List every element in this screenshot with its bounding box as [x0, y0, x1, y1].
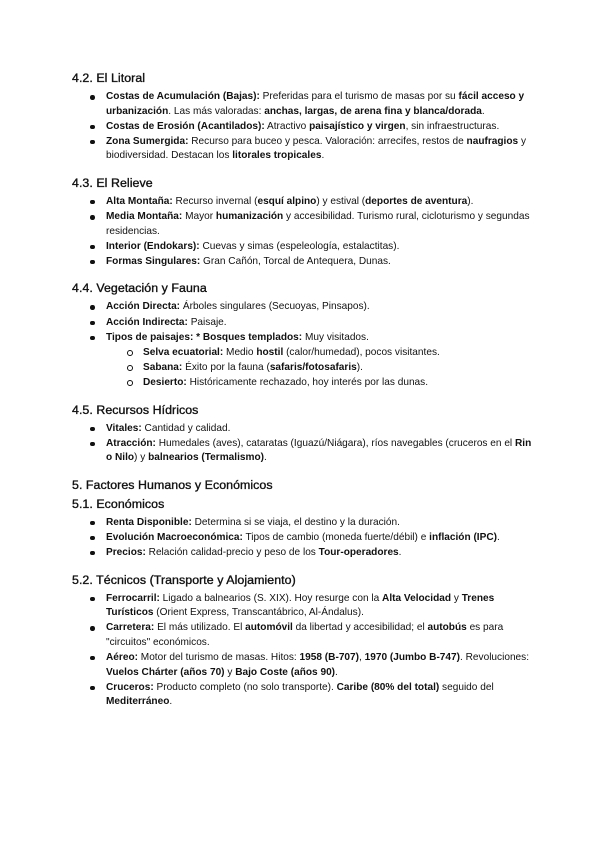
list-item: Tipos de paisajes: * Bosques templados: Muy visitados. — [72, 331, 534, 346]
list-item: Atracción: Humedales (aves), cataratas (Iguazú/Niágara), ríos navegables (cruceros en el Rin o Nilo) y balnearios (Termalismo). — [72, 437, 534, 466]
list-item: Alta Montaña: Recurso invernal (esquí alpino) y estival (deportes de aventura). — [72, 195, 534, 210]
section-title-tecnicos: 5.2. Técnicos (Transporte y Alojamiento) — [72, 572, 296, 587]
section-title-factores: 5. Factores Humanos y Económicos — [72, 477, 273, 492]
section-title-relieve: 4.3. El Relieve — [72, 175, 153, 190]
list-item: Ferrocarril: Ligado a balnearios (S. XIX). Hoy resurge con la Alta Velocidad y Trenes Turísticos (Orient Express, Transcantábrico, Al-Ándalus). — [72, 592, 534, 621]
hidricos-list — [72, 422, 534, 466]
document-page — [72, 71, 534, 710]
list-item: Formas Singulares: Gran Cañón, Torcal de Antequera, Dunas. — [72, 255, 534, 270]
sub-list-item: Sabana: Éxito por la fauna (safaris/fotosafaris). — [72, 361, 534, 376]
list-item: Costas de Acumulación (Bajas): Preferidas para el turismo de masas por su fácil acceso y urbanización. Las más valoradas: anchas, largas, de arena fina y blanca/dorada. — [72, 90, 534, 119]
section-title-economicos: 5.1. Económicos — [72, 496, 165, 511]
vegetacion-list — [72, 300, 534, 390]
relieve-list — [72, 195, 534, 269]
list-item: Carretera: El más utilizado. El automóvil da libertad y accesibilidad; el autobús es para "circuitos" económicos. — [72, 621, 534, 650]
sub-list-item: Desierto: Históricamente rechazado, hoy interés por las dunas. — [72, 376, 534, 391]
list-item: Acción Directa: Árboles singulares (Secuoyas, Pinsapos). — [72, 300, 534, 315]
tecnicos-list — [72, 592, 534, 710]
list-item: Precios: Relación calidad-precio y peso de los Tour-operadores. — [72, 546, 534, 561]
list-item: Zona Sumergida: Recurso para buceo y pesca. Valoración: arrecifes, restos de naufragios y biodiversidad. Destacan los litorales tropicales. — [72, 135, 534, 164]
economicos-list — [72, 516, 534, 561]
list-item: Evolución Macroeconómica: Tipos de cambio (moneda fuerte/débil) e inflación (IPC). — [72, 531, 534, 546]
list-item: Media Montaña: Mayor humanización y accesibilidad. Turismo rural, cicloturismo y segundas residencias. — [72, 210, 534, 239]
section-title-hidricos: 4.5. Recursos Hídricos — [72, 402, 199, 417]
section-title-litoral: 4.2. El Litoral — [72, 71, 146, 85]
list-item: Renta Disponible: Determina si se viaja, el destino y la duración. — [72, 516, 534, 531]
list-item: Cruceros: Producto completo (no solo transporte). Caribe (80% del total) seguido del Mediterráneo. — [72, 681, 534, 710]
list-item: Interior (Endokars): Cuevas y simas (espeleología, estalactitas). — [72, 240, 534, 255]
list-item: Acción Indirecta: Paisaje. — [72, 316, 534, 331]
litoral-list — [72, 90, 534, 164]
list-item: Costas de Erosión (Acantilados): Atractivo paisajístico y virgen, sin infraestructuras. — [72, 120, 534, 135]
sub-list-item: Selva ecuatorial: Medio hostil (calor/humedad), pocos visitantes. — [72, 346, 534, 361]
list-item: Aéreo: Motor del turismo de masas. Hitos: 1958 (B-707), 1970 (Jumbo B-747). Revoluciones: Vuelos Chárter (años 70) y Bajo Coste (años 90). — [72, 651, 534, 680]
section-title-vegetacion: 4.4. Vegetación y Fauna — [72, 281, 207, 296]
list-item: Vitales: Cantidad y calidad. — [72, 422, 534, 437]
